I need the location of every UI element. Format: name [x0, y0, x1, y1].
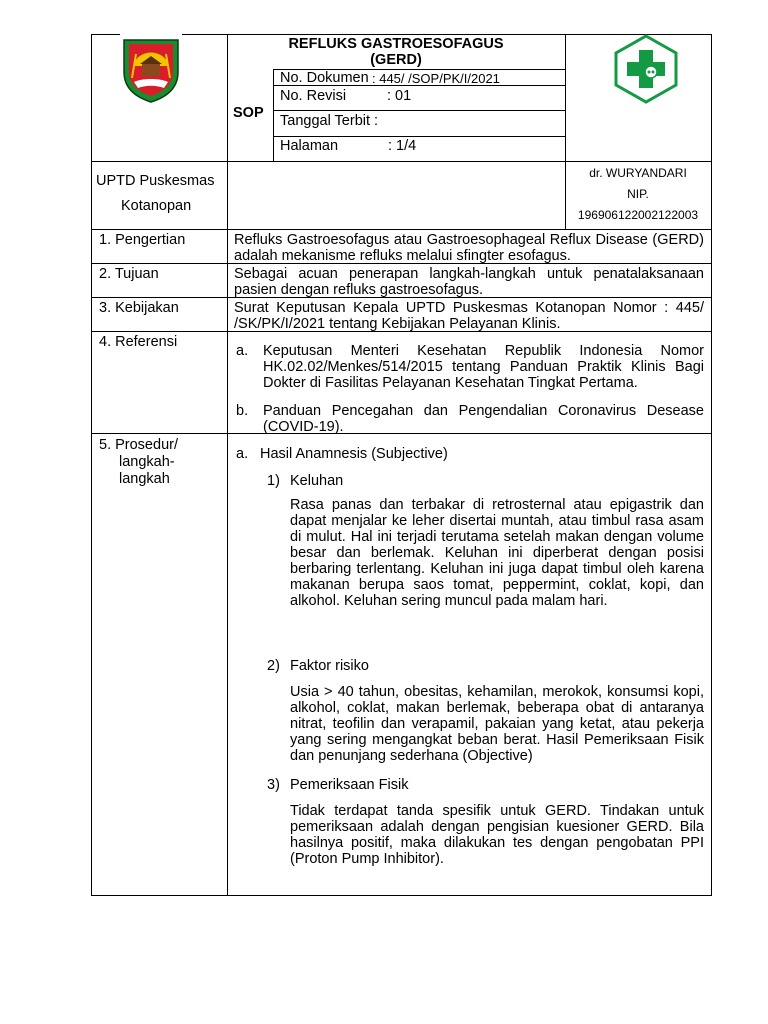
pemeriksaan-fisik-text: Tidak terdapat tanda spesifik untuk GERD. Tindakan untuk pemeriksaan adalah dengan pengisian kuesioner GERD. Bila hasilnya positif, maka dilakukan tes dengan pengobatan PPI (Proton Pump Inhibitor). [290, 803, 704, 867]
tujuan-text: Sebagai acuan penerapan langkah-langkah untuk penatalaksanaan pasien dengan refluks gastroesofagus. [234, 266, 704, 298]
border-bottom [91, 895, 712, 896]
doc-title-line-1: REFLUKS GASTROESOFAGUS [288, 36, 504, 52]
pemeriksaan-fisik-heading: Pemeriksaan Fisik [290, 777, 409, 793]
col-line-1 [227, 34, 228, 896]
section-label-prosedur-1: 5. Prosedur/ [99, 437, 178, 453]
row-line-3 [273, 110, 565, 111]
kebijakan-text: Surat Keputusan Kepala UPTD Puskesmas Kotanopan Nomor : 445/ /SK/PK/I/2021 tentang Kebijakan Pelayanan Klinis. [234, 300, 704, 332]
faktor-risiko-heading: Faktor risiko [290, 658, 369, 674]
page-value: : 1/4 [388, 138, 417, 154]
revision-label: No. Revisi [280, 88, 347, 104]
keluhan-marker: 1) [267, 473, 280, 489]
doc-title-line-2: (GERD) [370, 52, 422, 68]
section-label-referensi: 4. Referensi [99, 334, 178, 350]
section-label-pengertian: 1. Pengertian [99, 232, 186, 248]
signatory-name: dr. WURYANDARI [589, 166, 687, 180]
faktor-risiko-marker: 2) [267, 658, 280, 674]
signatory-nip-label: NIP. [627, 187, 649, 201]
section-label-tujuan: 2. Tujuan [99, 266, 159, 282]
keluhan-heading: Keluhan [290, 473, 344, 489]
section-label-prosedur-2: langkah- [119, 454, 175, 470]
unit-name-line-2: Kotanopan [121, 198, 192, 214]
page-label: Halaman [280, 138, 339, 154]
pengertian-text: Refluks Gastroesofagus atau Gastroesophageal Reflux Disease (GERD) adalah mekanisme refluks melalui sfingter esofagus. [234, 232, 704, 264]
signatory-nip-value: 196906122002122003 [577, 208, 699, 222]
row-line-5 [91, 161, 712, 162]
prosedur-a-heading: Hasil Anamnesis (Subjective) [260, 446, 448, 462]
row-line-4 [273, 136, 565, 137]
keluhan-text: Rasa panas dan terbakar di retrosternal atau epigastrik dan dapat menjalar ke leher disertai muntah, atau timbul rasa asam di mulut. Hal ini terjadi terutama setelah makan dengan volume besar dan berlemak. Keluhan ini diperberat dengan posisi berbaring terlentang. Keluhan ini juga dapat timbul oleh karena makanan berupa saos tomat, peppermint, coklat, kopi, dan alkohol. Keluhan sering muncul pada malam hari. [290, 497, 704, 609]
section-label-kebijakan: 3. Kebijakan [99, 300, 179, 316]
unit-name-line-1: UPTD Puskesmas [96, 173, 215, 189]
revision-value: : 01 [387, 88, 412, 104]
section-label-prosedur-3: langkah [119, 471, 170, 487]
doc-number-value: : 445/ /SOP/PK/I/2021 [372, 71, 500, 86]
regional-emblem-logo [120, 34, 182, 104]
puskesmas-logo [612, 34, 680, 104]
referensi-b-text: Panduan Pencegahan dan Pengendalian Coronavirus Desease (COVID-19). [263, 403, 704, 435]
issue-date-label: Tanggal Terbit : [280, 113, 379, 129]
referensi-a-marker: a. [236, 343, 249, 359]
pemeriksaan-fisik-marker: 3) [267, 777, 280, 793]
border-right [711, 34, 712, 896]
referensi-a-text: Keputusan Menteri Kesehatan Republik Indonesia Nomor HK.02.02/Menkes/514/2015 tentang Panduan Praktik Klinis Bagi Dokter di Fasilitas Pelayanan Kesehatan Tingkat Pertama. [263, 343, 704, 391]
prosedur-a-marker: a. [236, 446, 249, 462]
doc-number-label: No. Dokumen [280, 70, 369, 86]
col-line-2 [273, 69, 274, 161]
row-line-6 [91, 229, 712, 230]
referensi-b-marker: b. [236, 403, 249, 419]
border-left [91, 34, 92, 896]
faktor-risiko-text: Usia > 40 tahun, obesitas, kehamilan, merokok, konsumsi kopi, alkohol, coklat, makan berlemak, beberapa obat di antaranya nitrat, teofilin dan verapamil, pakaian yang ketat, atau pekerja yang sering mengangkat beban berat. Hasil Pemeriksaan Fisik dan penunjang sederhana (Objective) [290, 684, 704, 764]
sop-label: SOP [233, 105, 264, 121]
